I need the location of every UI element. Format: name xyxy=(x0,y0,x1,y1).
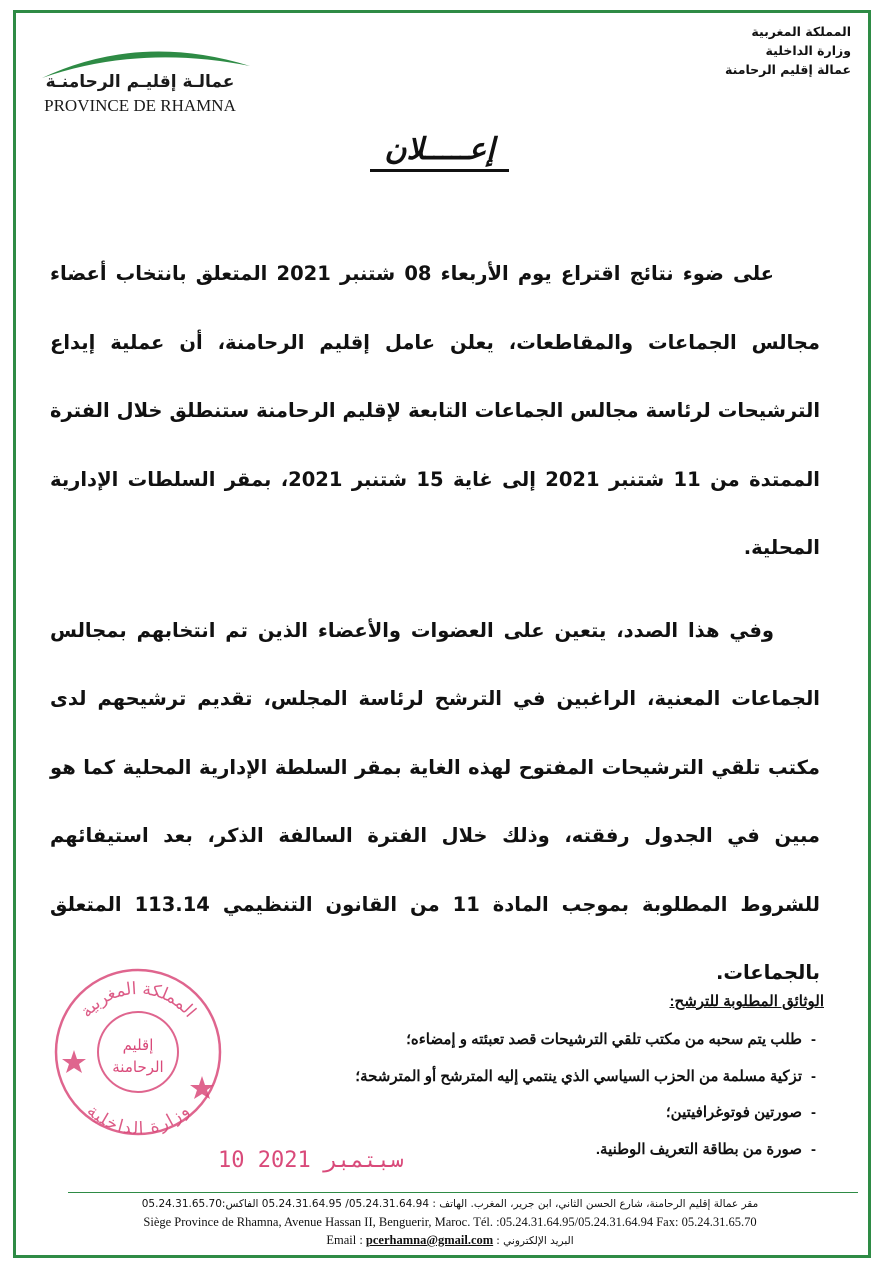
body-paragraph: على ضوء نتائج اقتراع يوم الأربعاء 08 شتنبر 2021 المتعلق بانتخاب أعضاء مجالس الجماعات والمقاطعات، يعلن عامل إقليم الرحامنة، أن عملية إيداع الترشيحات لرئاسة مجالس الجماعات التابعة لإقليم الرحامنة ستنطلق خلال الفترة الممتدة من 11 شتنبر 2021 إلى غاية 15 شتنبر 2021، بمقر السلطات الإدارية المحلية. xyxy=(50,262,820,559)
footer-email-label-ar: : البريد الإلكتروني xyxy=(496,1235,574,1247)
footer-email-label: Email : xyxy=(326,1233,363,1247)
list-item-text: صورة من بطاقة التعريف الوطنية. xyxy=(595,1140,802,1158)
announcement-title-wrap xyxy=(0,132,879,172)
stamp-star-icon xyxy=(62,1050,86,1073)
stamp-outer-top-text: المملكة المغربية xyxy=(76,978,200,1022)
footer-french-address: Siège Province de Rhamna, Avenue Hassan II, Benguerir, Maroc. Tél. :05.24.31.64.95/05.24.31.64.94 Fax: 05.24.31.65.70 xyxy=(143,1215,757,1229)
svg-text:وزارة الداخلية xyxy=(83,1101,194,1138)
authority-line-kingdom: المملكة المغربية xyxy=(751,24,851,39)
bullet-dash: - xyxy=(811,1067,816,1085)
logo-french-text: PROVINCE DE RHAMNA xyxy=(44,96,236,115)
stamp-date: 10 سبتمبر 2021 xyxy=(218,1148,404,1173)
list-item-text: صورتين فوتوغرافيتين؛ xyxy=(665,1104,802,1121)
authority-line-province: عمالة إقليم الرحامنة xyxy=(725,62,851,77)
province-logo xyxy=(40,40,252,120)
footer-divider xyxy=(68,1192,858,1193)
footer-email-link[interactable]: pcerhamna@gmail.com xyxy=(365,1233,494,1247)
footer-arabic-address: مقر عمالة إقليم الرحامنة، شارع الحسن الثاني، ابن جرير، المغرب. الهاتف : 05.24.31.64.94/ 05.24.31.64.95 الفاكس:05.24.31.65.70 xyxy=(141,1198,759,1210)
list-item xyxy=(224,1059,824,1096)
official-stamp xyxy=(52,966,224,1138)
list-item-text: طلب يتم سحبه من مكتب تلقي الترشيحات قصد تعبئته و إمضاءه؛ xyxy=(406,1031,802,1048)
footer xyxy=(40,1195,860,1250)
authority-line-ministry: وزارة الداخلية xyxy=(765,43,851,58)
body-paragraph: وفي هذا الصدد، يتعين على العضوات والأعضاء الذين تم انتخابهم بمجالس الجماعات المعنية، الراغبين في الترشح لرئاسة المجلس، تقديم ترشيحهم لدى مكتب تلقي الترشيحات المفتوح لهذه الغاية بمقر السلطة الإدارية المحلية كما هو مبين في الجدول رفقته، وذلك خلال الفترة السالفة الذكر، بعد استيفائهم للشروط المطلوبة بموجب المادة 11 من القانون التنظيمي 113.14 المتعلق بالجماعات. xyxy=(50,618,821,984)
required-documents xyxy=(224,992,824,1168)
required-documents-title: الوثائق المطلوبة للترشح: xyxy=(669,993,824,1010)
footer-email-line xyxy=(40,1231,860,1250)
stamp-star-icon xyxy=(190,1076,214,1099)
required-documents-list xyxy=(224,1022,824,1168)
logo-arabic-text: عمالـة إقليـم الرحامنـة xyxy=(45,72,235,92)
list-item-text: تزكية مسلمة من الحزب السياسي الذي ينتمي إليه المترشح أو المترشحة؛ xyxy=(355,1067,802,1085)
stamp-outer-bottom-text: وزارة الداخلية xyxy=(82,1101,194,1138)
bullet-dash: - xyxy=(811,1140,816,1158)
authority-header xyxy=(725,22,851,79)
bullet-dash: - xyxy=(811,1104,816,1121)
list-item xyxy=(224,1095,824,1132)
stamp-inner-line2: الرحامنة xyxy=(112,1058,164,1076)
announcement-body xyxy=(50,240,820,1008)
announcement-title: إعـــــلان xyxy=(370,132,508,172)
svg-text:المملكة المغربية xyxy=(77,979,200,1022)
stamp-inner-line1: إقليم xyxy=(122,1036,154,1054)
list-item xyxy=(224,1022,824,1059)
bullet-dash: - xyxy=(811,1031,816,1048)
stamp-seal-icon xyxy=(52,966,224,1138)
